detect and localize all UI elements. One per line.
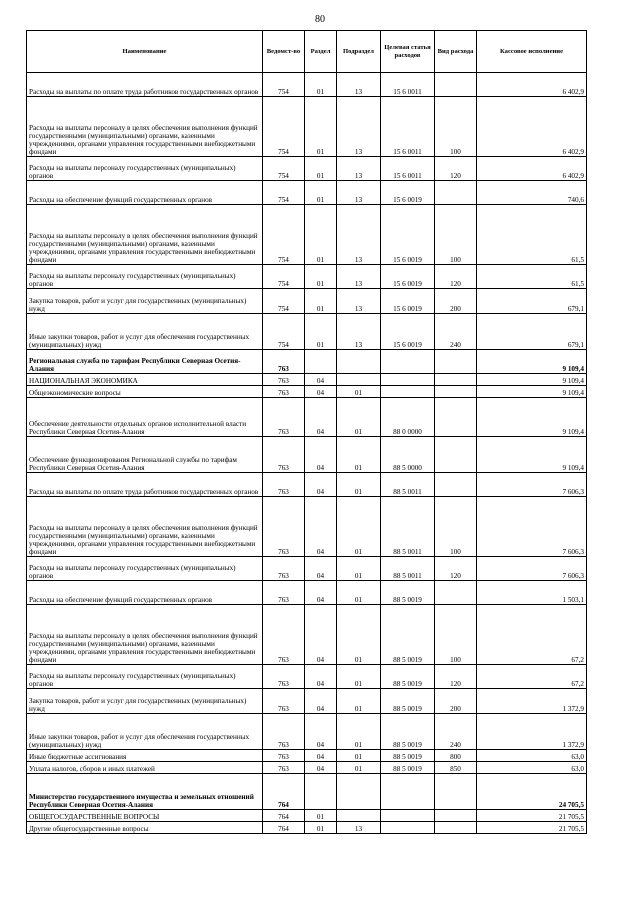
row-section-cell: 01 <box>305 73 337 97</box>
row-section-cell: 01 <box>305 157 337 181</box>
row-subsection-cell: 01 <box>337 557 381 581</box>
header-dept: Ведомст-во <box>263 31 305 73</box>
row-exptype-cell: 120 <box>435 265 477 289</box>
row-subsection-cell: 13 <box>337 205 381 265</box>
row-dept-cell: 763 <box>263 762 305 774</box>
row-dept-cell: 754 <box>263 73 305 97</box>
row-subsection-cell: 01 <box>337 386 381 398</box>
row-target-cell: 88 5 0019 <box>381 689 435 714</box>
row-target-cell: 88 5 0011 <box>381 557 435 581</box>
table-row <box>27 762 587 774</box>
row-subsection-cell <box>337 774 381 810</box>
row-target-cell <box>381 822 435 834</box>
row-dept-cell: 763 <box>263 398 305 437</box>
row-exptype-cell: 100 <box>435 205 477 265</box>
row-name-cell: Расходы на выплаты по оплате труда работников государственных органов <box>27 473 263 497</box>
row-amount-cell: 7 606,3 <box>477 473 587 497</box>
row-target-cell <box>381 810 435 822</box>
table-row <box>27 97 587 157</box>
table-row <box>27 689 587 714</box>
row-subsection-cell <box>337 350 381 374</box>
row-name-cell: НАЦИОНАЛЬНАЯ ЭКОНОМИКА <box>27 374 263 386</box>
row-name-cell: Расходы на выплаты персоналу государственных (муниципальных) органов <box>27 557 263 581</box>
row-name-cell: Обеспечение функционирования Региональной службы по тарифам Республики Северная Осетия-Алания <box>27 437 263 473</box>
table-row <box>27 205 587 265</box>
row-exptype-cell <box>435 73 477 97</box>
row-dept-cell: 754 <box>263 157 305 181</box>
row-name-cell: Расходы на обеспечение функций государственных органов <box>27 181 263 205</box>
row-target-cell <box>381 386 435 398</box>
header-section: Раздел <box>305 31 337 73</box>
row-section-cell: 04 <box>305 689 337 714</box>
table-row <box>27 750 587 762</box>
row-amount-cell: 7 606,3 <box>477 497 587 557</box>
table-row <box>27 157 587 181</box>
row-subsection-cell: 13 <box>337 181 381 205</box>
row-target-cell: 88 5 0011 <box>381 473 435 497</box>
header-target-article: Целевая статья расходов <box>381 31 435 73</box>
row-amount-cell: 9 109,4 <box>477 398 587 437</box>
row-amount-cell: 24 705,5 <box>477 774 587 810</box>
row-amount-cell: 9 109,4 <box>477 350 587 374</box>
row-section-cell: 04 <box>305 374 337 386</box>
row-subsection-cell: 01 <box>337 398 381 437</box>
row-subsection-cell: 01 <box>337 581 381 605</box>
row-section-cell: 04 <box>305 437 337 473</box>
row-dept-cell: 764 <box>263 810 305 822</box>
row-dept-cell: 763 <box>263 473 305 497</box>
row-amount-cell: 7 606,3 <box>477 557 587 581</box>
row-subsection-cell: 01 <box>337 473 381 497</box>
row-target-cell: 15 6 0011 <box>381 157 435 181</box>
row-dept-cell: 763 <box>263 497 305 557</box>
row-amount-cell: 61,5 <box>477 265 587 289</box>
row-name-cell: Уплата налогов, сборов и иных платежей <box>27 762 263 774</box>
table-row <box>27 265 587 289</box>
row-dept-cell: 754 <box>263 265 305 289</box>
row-name-cell: Расходы на выплаты персоналу государственных (муниципальных) органов <box>27 157 263 181</box>
row-section-cell: 01 <box>305 265 337 289</box>
table-row <box>27 181 587 205</box>
row-subsection-cell: 01 <box>337 605 381 665</box>
row-subsection-cell: 01 <box>337 750 381 762</box>
row-dept-cell: 754 <box>263 97 305 157</box>
row-exptype-cell: 240 <box>435 714 477 750</box>
table-row <box>27 581 587 605</box>
row-target-cell: 88 5 0019 <box>381 750 435 762</box>
row-subsection-cell: 13 <box>337 265 381 289</box>
row-target-cell: 88 5 0019 <box>381 581 435 605</box>
row-subsection-cell: 13 <box>337 314 381 350</box>
table-row <box>27 714 587 750</box>
row-target-cell: 15 6 0019 <box>381 205 435 265</box>
row-name-cell: Иные закупки товаров, работ и услуг для обеспечения государственных (муниципальных) нужд <box>27 314 263 350</box>
table-row <box>27 398 587 437</box>
row-exptype-cell <box>435 473 477 497</box>
row-amount-cell: 9 109,4 <box>477 374 587 386</box>
row-section-cell: 01 <box>305 810 337 822</box>
row-name-cell: Расходы на выплаты персоналу в целях обеспечения выполнения функций государственными (муниципальными) органами, казенными учреждениями, органами управления государственными внебюджетными фондами <box>27 605 263 665</box>
row-name-cell: Министерство государственного имущества и земельных отношений Республики Северная Осетия-Алания <box>27 774 263 810</box>
row-subsection-cell: 01 <box>337 497 381 557</box>
row-dept-cell: 764 <box>263 822 305 834</box>
row-target-cell: 15 6 0019 <box>381 181 435 205</box>
row-name-cell: Расходы на выплаты по оплате труда работников государственных органов <box>27 73 263 97</box>
row-section-cell: 04 <box>305 497 337 557</box>
row-exptype-cell: 120 <box>435 557 477 581</box>
row-subsection-cell <box>337 374 381 386</box>
row-subsection-cell: 01 <box>337 665 381 689</box>
table-row <box>27 605 587 665</box>
row-dept-cell: 763 <box>263 714 305 750</box>
row-amount-cell: 679,1 <box>477 314 587 350</box>
row-amount-cell: 6 402,9 <box>477 157 587 181</box>
table-row <box>27 557 587 581</box>
table-row <box>27 810 587 822</box>
header-expense-type: Вид расхода <box>435 31 477 73</box>
row-amount-cell: 9 109,4 <box>477 437 587 473</box>
row-subsection-cell: 13 <box>337 97 381 157</box>
row-section-cell: 04 <box>305 750 337 762</box>
row-exptype-cell: 120 <box>435 665 477 689</box>
row-subsection-cell: 13 <box>337 73 381 97</box>
table-row <box>27 73 587 97</box>
row-name-cell: Обеспечение деятельности отдельных органов исполнительной власти Республики Северная Осетия-Алания <box>27 398 263 437</box>
row-amount-cell: 63,0 <box>477 762 587 774</box>
row-target-cell: 88 5 0000 <box>381 437 435 473</box>
row-target-cell: 88 5 0019 <box>381 665 435 689</box>
table-row <box>27 314 587 350</box>
row-exptype-cell <box>435 181 477 205</box>
row-exptype-cell: 120 <box>435 157 477 181</box>
row-exptype-cell <box>435 581 477 605</box>
row-dept-cell: 763 <box>263 557 305 581</box>
row-exptype-cell: 200 <box>435 689 477 714</box>
row-name-cell: Расходы на выплаты персоналу в целях обеспечения выполнения функций государственными (муниципальными) органами, казенными учреждениями, органами управления государственными внебюджетными фондами <box>27 205 263 265</box>
row-target-cell: 15 6 0019 <box>381 289 435 314</box>
row-section-cell: 01 <box>305 205 337 265</box>
row-amount-cell: 1 372,9 <box>477 714 587 750</box>
row-section-cell: 01 <box>305 314 337 350</box>
row-section-cell: 04 <box>305 714 337 750</box>
row-amount-cell: 67,2 <box>477 665 587 689</box>
row-section-cell: 04 <box>305 386 337 398</box>
row-amount-cell: 67,2 <box>477 605 587 665</box>
row-exptype-cell: 100 <box>435 97 477 157</box>
row-exptype-cell <box>435 374 477 386</box>
row-exptype-cell: 100 <box>435 497 477 557</box>
row-name-cell: Расходы на выплаты персоналу государственных (муниципальных) органов <box>27 265 263 289</box>
row-name-cell: Расходы на выплаты персоналу в целях обеспечения выполнения функций государственными (муниципальными) органами, казенными учреждениями, органами управления государственными внебюджетными фондами <box>27 497 263 557</box>
header-name: Наименование <box>27 31 263 73</box>
row-section-cell: 04 <box>305 473 337 497</box>
row-amount-cell: 21 705,5 <box>477 822 587 834</box>
table-row <box>27 386 587 398</box>
table-row <box>27 374 587 386</box>
row-exptype-cell <box>435 437 477 473</box>
row-amount-cell: 679,1 <box>477 289 587 314</box>
row-dept-cell: 764 <box>263 774 305 810</box>
row-dept-cell: 763 <box>263 350 305 374</box>
row-target-cell: 15 6 0019 <box>381 314 435 350</box>
table-row <box>27 350 587 374</box>
row-dept-cell: 763 <box>263 437 305 473</box>
row-name-cell: Региональная служба по тарифам Республики Северная Осетия-Алания <box>27 350 263 374</box>
row-subsection-cell: 01 <box>337 689 381 714</box>
table-row <box>27 665 587 689</box>
row-target-cell: 88 5 0011 <box>381 497 435 557</box>
row-amount-cell: 1 503,1 <box>477 581 587 605</box>
row-exptype-cell <box>435 774 477 810</box>
row-section-cell: 04 <box>305 665 337 689</box>
row-target-cell <box>381 350 435 374</box>
row-amount-cell: 63,0 <box>477 750 587 762</box>
row-dept-cell: 763 <box>263 374 305 386</box>
row-subsection-cell: 13 <box>337 289 381 314</box>
row-exptype-cell: 800 <box>435 750 477 762</box>
table-row <box>27 289 587 314</box>
row-section-cell: 04 <box>305 581 337 605</box>
row-name-cell: Иные бюджетные ассигнования <box>27 750 263 762</box>
row-name-cell: Расходы на выплаты персоналу государственных (муниципальных) органов <box>27 665 263 689</box>
row-exptype-cell <box>435 350 477 374</box>
row-exptype-cell: 240 <box>435 314 477 350</box>
row-name-cell: Расходы на обеспечение функций государственных органов <box>27 581 263 605</box>
row-exptype-cell: 100 <box>435 605 477 665</box>
row-subsection-cell: 13 <box>337 822 381 834</box>
row-exptype-cell <box>435 386 477 398</box>
row-section-cell: 04 <box>305 762 337 774</box>
row-dept-cell: 754 <box>263 314 305 350</box>
row-section-cell: 01 <box>305 822 337 834</box>
row-dept-cell: 763 <box>263 750 305 762</box>
table-row <box>27 822 587 834</box>
row-exptype-cell <box>435 822 477 834</box>
row-subsection-cell: 13 <box>337 157 381 181</box>
row-target-cell: 88 5 0019 <box>381 714 435 750</box>
row-target-cell <box>381 374 435 386</box>
header-subsection: Подраздел <box>337 31 381 73</box>
row-amount-cell: 1 372,9 <box>477 689 587 714</box>
row-exptype-cell <box>435 810 477 822</box>
row-subsection-cell: 01 <box>337 437 381 473</box>
table-row <box>27 497 587 557</box>
row-dept-cell: 763 <box>263 386 305 398</box>
row-amount-cell: 740,6 <box>477 181 587 205</box>
row-dept-cell: 763 <box>263 665 305 689</box>
row-subsection-cell <box>337 810 381 822</box>
row-target-cell: 15 6 0019 <box>381 265 435 289</box>
row-dept-cell: 754 <box>263 205 305 265</box>
page-number: 80 <box>315 14 325 25</box>
table-row <box>27 437 587 473</box>
row-subsection-cell: 01 <box>337 762 381 774</box>
row-exptype-cell: 200 <box>435 289 477 314</box>
row-section-cell: 04 <box>305 398 337 437</box>
row-dept-cell: 754 <box>263 289 305 314</box>
row-section-cell: 04 <box>305 605 337 665</box>
row-name-cell: Расходы на выплаты персоналу в целях обеспечения выполнения функций государственными (муниципальными) органами, казенными учреждениями, органами управления государственными внебюджетными фондами <box>27 97 263 157</box>
row-section-cell: 01 <box>305 97 337 157</box>
row-name-cell: Иные закупки товаров, работ и услуг для обеспечения государственных (муниципальных) нужд <box>27 714 263 750</box>
row-amount-cell: 9 109,4 <box>477 386 587 398</box>
row-amount-cell: 6 402,9 <box>477 97 587 157</box>
row-subsection-cell: 01 <box>337 714 381 750</box>
row-section-cell: 01 <box>305 181 337 205</box>
row-target-cell: 15 6 0011 <box>381 73 435 97</box>
budget-execution-table <box>26 30 587 834</box>
row-dept-cell: 763 <box>263 689 305 714</box>
row-amount-cell: 6 402,9 <box>477 73 587 97</box>
row-section-cell <box>305 350 337 374</box>
row-exptype-cell <box>435 398 477 437</box>
row-section-cell: 04 <box>305 557 337 581</box>
row-name-cell: Закупка товаров, работ и услуг для государственных (муниципальных) нужд <box>27 689 263 714</box>
row-name-cell: Общеэкономические вопросы <box>27 386 263 398</box>
table-row <box>27 473 587 497</box>
row-dept-cell: 763 <box>263 581 305 605</box>
row-amount-cell: 61,5 <box>477 205 587 265</box>
row-exptype-cell: 850 <box>435 762 477 774</box>
row-target-cell <box>381 774 435 810</box>
row-name-cell: Другие общегосударственные вопросы <box>27 822 263 834</box>
row-name-cell: ОБЩЕГОСУДАРСТВЕННЫЕ ВОПРОСЫ <box>27 810 263 822</box>
row-target-cell: 15 6 0011 <box>381 97 435 157</box>
row-target-cell: 88 5 0019 <box>381 762 435 774</box>
row-dept-cell: 763 <box>263 605 305 665</box>
row-section-cell: 01 <box>305 289 337 314</box>
row-name-cell: Закупка товаров, работ и услуг для государственных (муниципальных) нужд <box>27 289 263 314</box>
table-header-row <box>27 31 587 73</box>
row-target-cell: 88 0 0000 <box>381 398 435 437</box>
row-section-cell <box>305 774 337 810</box>
header-cash-execution: Кассовое исполнение <box>477 31 587 73</box>
row-target-cell: 88 5 0019 <box>381 605 435 665</box>
table-row <box>27 774 587 810</box>
row-amount-cell: 21 705,5 <box>477 810 587 822</box>
row-dept-cell: 754 <box>263 181 305 205</box>
